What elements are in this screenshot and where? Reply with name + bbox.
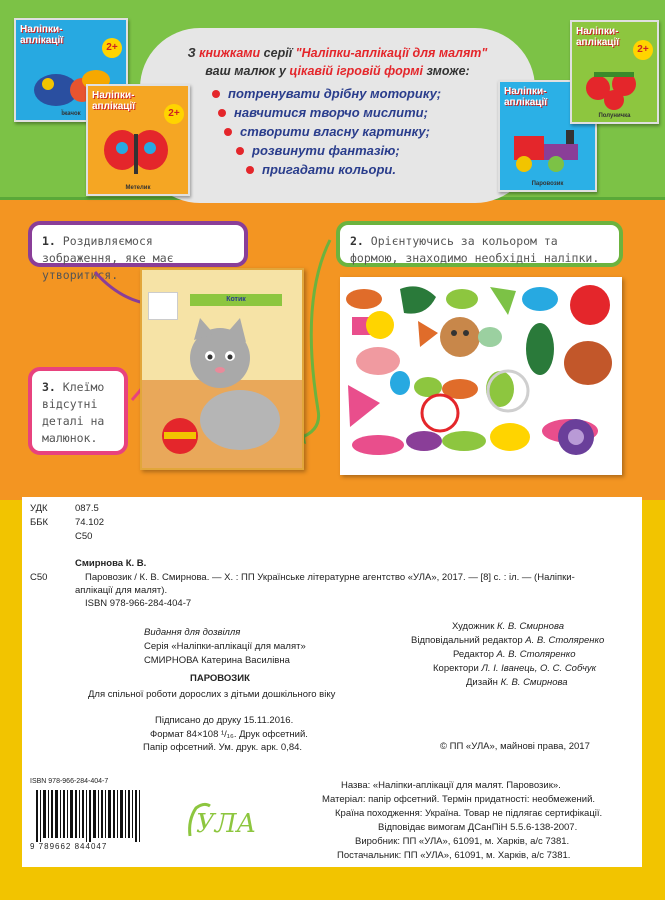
book-cover-strawberry (570, 20, 659, 124)
age-badge: 2+ (102, 38, 122, 58)
promo-bullet: створити власну картинку; (224, 122, 512, 141)
book-name: Метелик (125, 185, 151, 191)
book-cover-butterfly (86, 84, 190, 196)
cat-illustration (160, 310, 290, 460)
isbn: ISBN 978-966-284-404-7 (85, 598, 192, 609)
bbk-value: 74.102 (75, 517, 105, 528)
publisher-logo (186, 800, 257, 840)
product-line: Країна походження: Україна. Товар не підлягає сертифікації. (335, 808, 603, 819)
catalog-line1: Паровозик / К. В. Смирнова. — Х. : ПП Українське літературне агентство «УЛА», 2017. — [8] с. : іл. — (Наліпки- (85, 572, 575, 583)
credit-editor: Редактор А. В. Столяренко (453, 649, 576, 660)
edition: Видання для дозвілля (144, 627, 241, 638)
book-name: Полуничка (598, 113, 631, 119)
product-line: Постачальник: ПП «УЛА», 61091, м. Харків, а/с 7381. (337, 850, 571, 861)
catalog-code-2: С50 (30, 572, 48, 583)
copyright: © ПП «УЛА», майнові права, 2017 (440, 741, 590, 752)
paper: Папір офсетний. Ум. друк. арк. 0,84. (143, 742, 303, 753)
step-number: 2. (350, 234, 364, 248)
book-title: Наліпки-аплікації (20, 24, 64, 46)
butterfly-illustration (98, 126, 178, 180)
barcode-digits: 9 789662 844047 (30, 842, 108, 851)
product-line: Назва: «Наліпки-аплікації для малят. Паровозик». (341, 780, 561, 791)
bottom-yellow-strip (0, 870, 665, 900)
book-name: Паровозик (531, 181, 564, 187)
product-line: Матеріал: папір офсетний. Термін придатності: необмежений. (322, 794, 596, 805)
author-full: СМИРНОВА Катерина Василівна (144, 655, 290, 666)
sticker-sheet (340, 277, 622, 475)
arrow-step2 (300, 240, 330, 438)
promo-bullet: розвинути фантазію; (236, 141, 512, 160)
audience: Для спільної роботи дорослих з дітьми дошкільного віку (88, 689, 336, 700)
ula-logo-text: УЛА (196, 809, 257, 839)
age-badge: 2+ (633, 40, 653, 60)
credit-chief-editor: Відповідальний редактор А. В. Столяренко (411, 635, 605, 646)
step-text: Орієнтуючись за кольором та формою, знаходимо необхідні наліпки. (350, 234, 600, 265)
book-title: Наліпки-аплікації (576, 26, 620, 48)
signed-date: Підписано до друку 15.11.2016. (155, 715, 294, 726)
promo-intro-line2: ваш малюк у цікавій ігровій формі зможе: (205, 64, 470, 78)
promo-bullets (212, 84, 512, 179)
credit-design: Дизайн К. В. Смирнова (466, 677, 568, 688)
ula-logo-mark (186, 800, 257, 840)
udk-value: 087.5 (75, 503, 99, 514)
promo-bullet: навчитися творчо мислити; (218, 103, 512, 122)
step-number: 3. (42, 380, 56, 394)
product-line: Виробник: ПП «УЛА», 61091, м. Харків, а/с 7381. (355, 836, 570, 847)
book-title: ПАРОВОЗИК (190, 673, 250, 684)
catalog-line2: аплікації для малят). (75, 585, 168, 596)
age-badge: 2+ (164, 104, 184, 124)
barcode-bars (36, 790, 146, 842)
product-line: Відповідає вимогам ДСанПіН 5.5.6-138-2007. (378, 822, 578, 833)
book-title: Наліпки-аплікації (92, 90, 136, 112)
book-name: Їжачок (61, 111, 81, 117)
udk-label: УДК (30, 503, 48, 514)
series: Серія «Наліпки-аплікації для малят» (144, 641, 306, 652)
author: Смирнова К. В. (75, 558, 147, 569)
sticker-shapes (340, 277, 622, 475)
step-text: Клеїмо відсутні деталі на малюнок. (42, 380, 105, 445)
credit-artist: Художник К. В. Смирнова (452, 621, 564, 632)
example-picture-page (140, 268, 304, 470)
promo-bullet: потренувати дрібну моторику; (212, 84, 512, 103)
step-number: 1. (42, 234, 56, 248)
credit-proofreaders: Коректори Л. І. Іванець, О. С. Собчук (433, 663, 597, 674)
example-label: Котик (190, 294, 282, 306)
train-illustration (508, 122, 588, 176)
barcode-isbn: ISBN 978-966-284-404-7 (30, 778, 109, 785)
promo-bullet: пригадати кольори. (246, 160, 512, 179)
catalog-code: С50 (75, 531, 93, 542)
format: Формат 84×108 ¹/₁₆. Друк офсетний. (150, 729, 308, 740)
strawberry-illustration (580, 62, 650, 112)
bbk-label: ББК (30, 517, 49, 528)
barcode (30, 778, 150, 856)
step-text: Роздивляємося зображення, яке має утворитися. (42, 234, 174, 282)
promo-intro-line1: З книжками серії "Наліпки-аплікації для малят" (187, 46, 488, 60)
book-title: Наліпки-аплікації (504, 86, 548, 108)
